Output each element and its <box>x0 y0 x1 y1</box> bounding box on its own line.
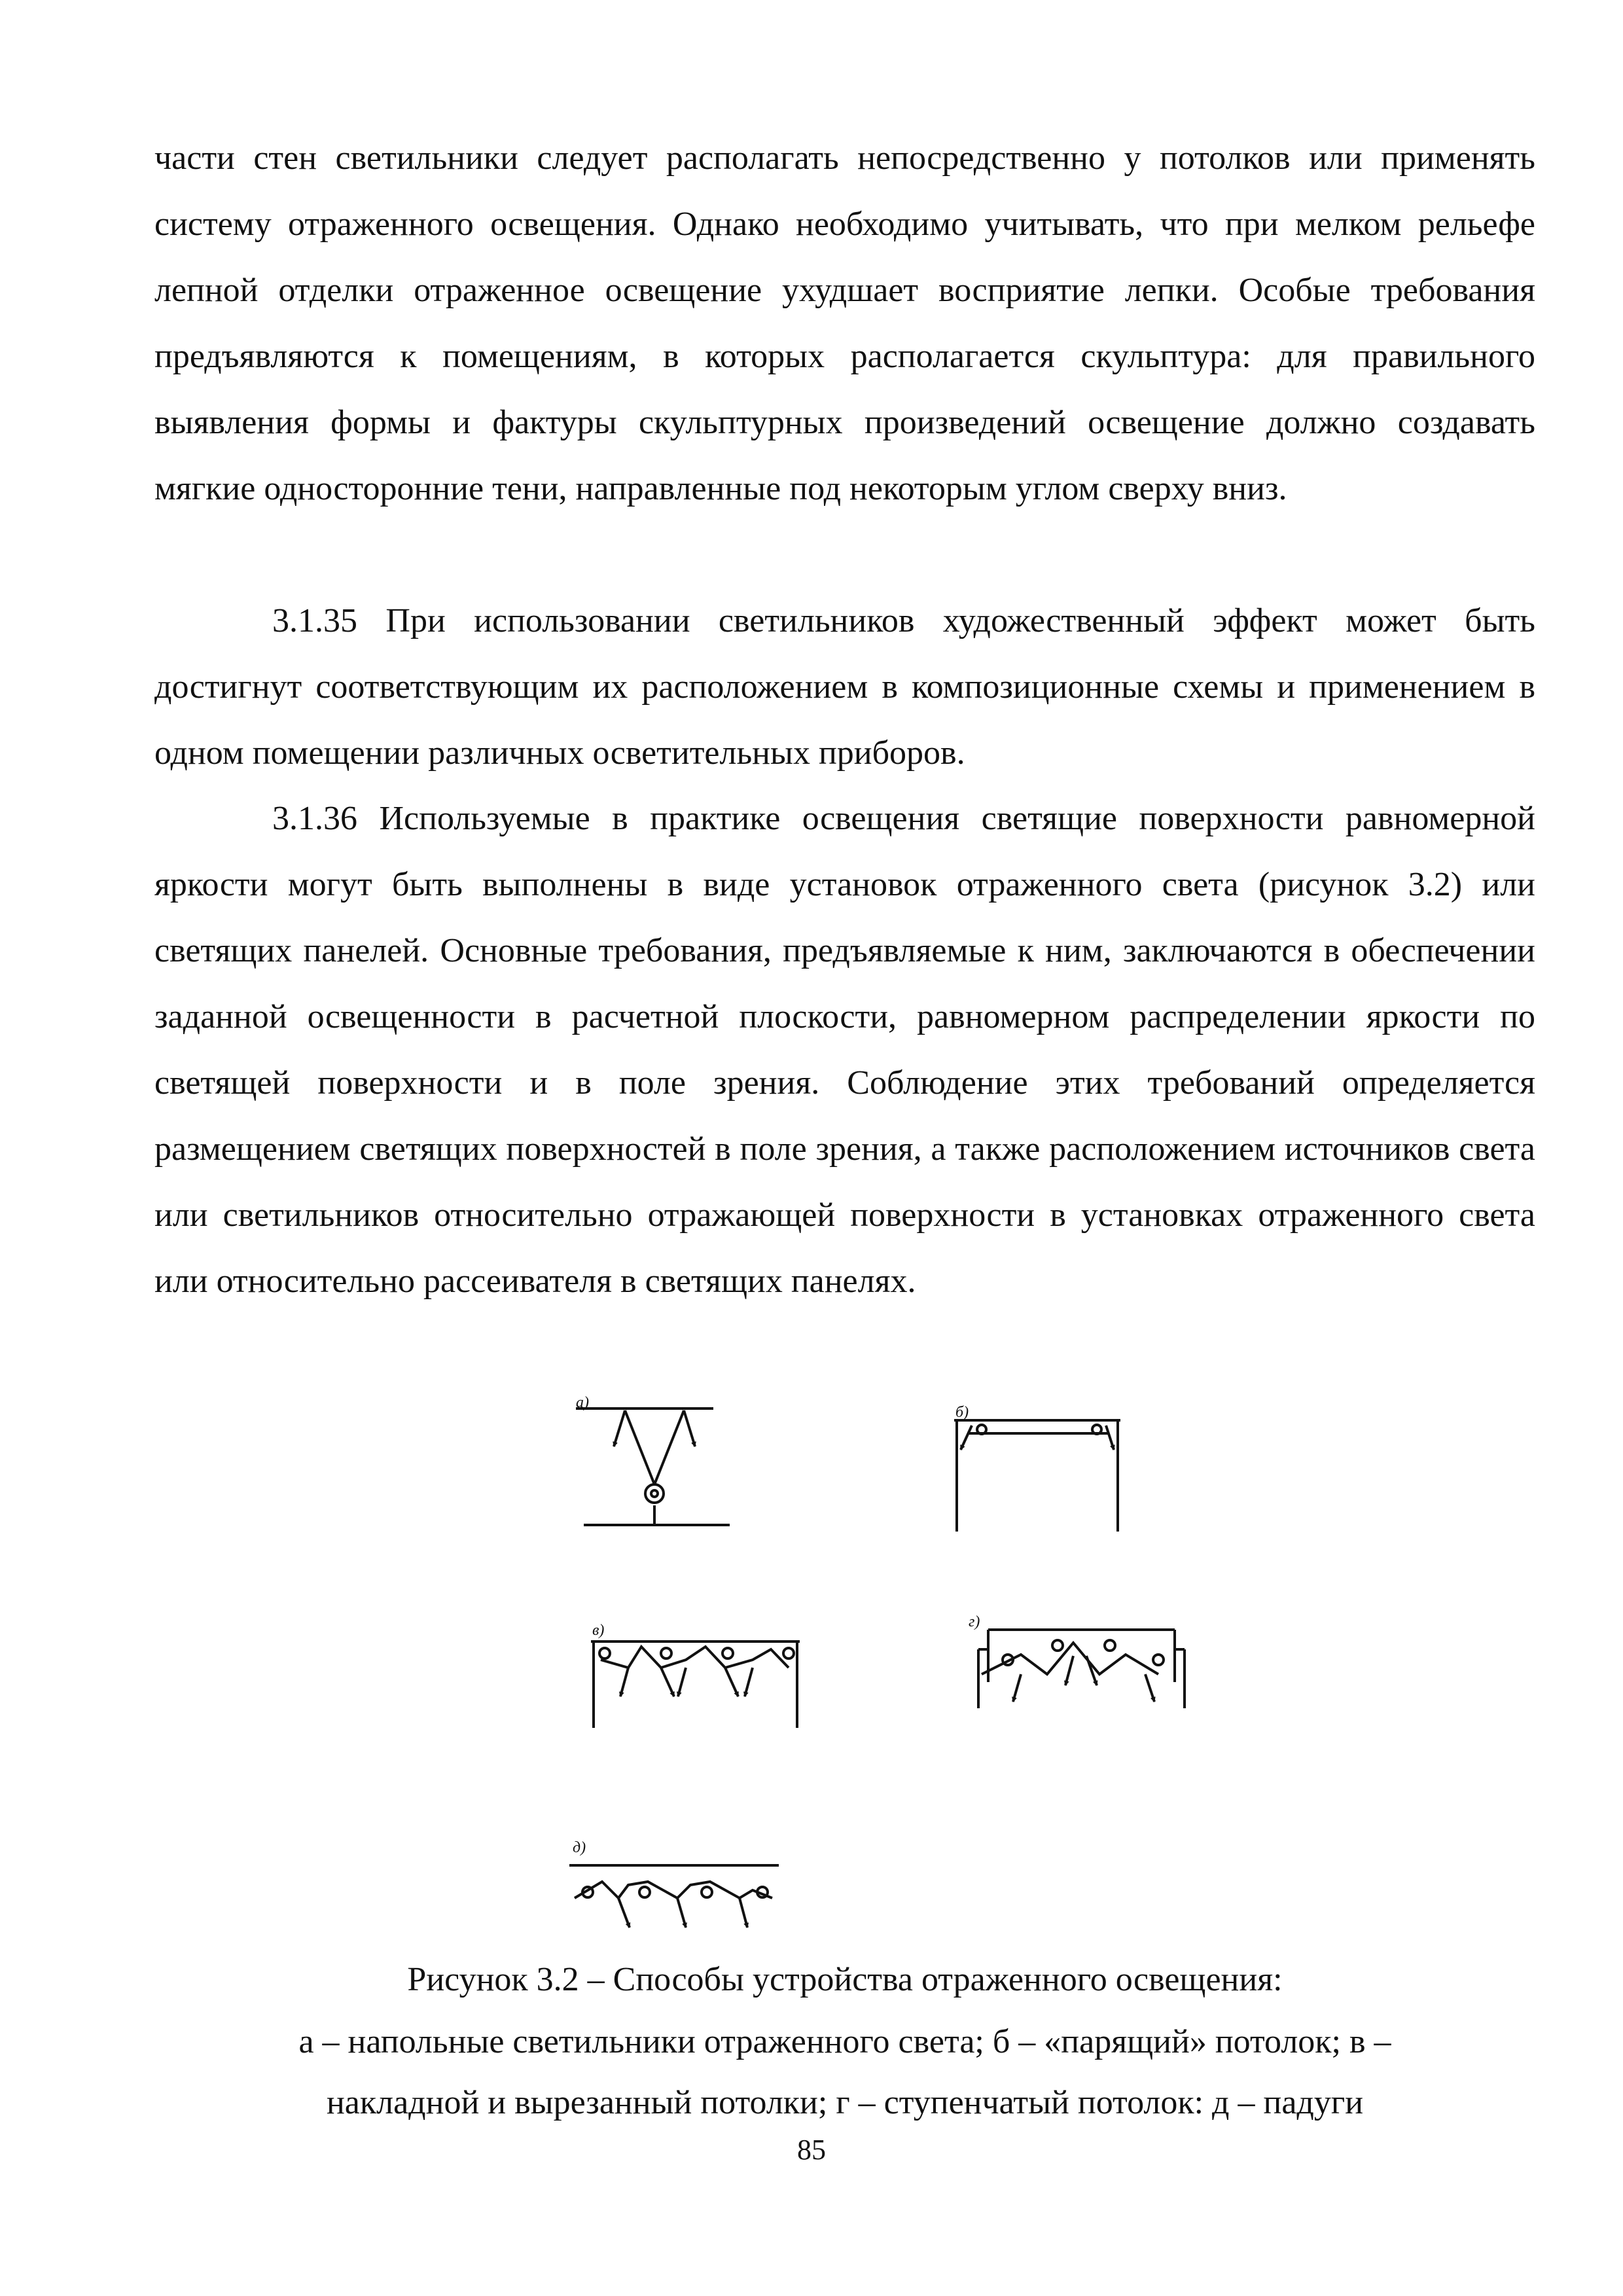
diagram-d-valances <box>569 1839 779 1928</box>
page-number: 85 <box>797 2134 826 2166</box>
diagram-label-b: б) <box>955 1404 969 1421</box>
paragraph-walls-lighting: части стен светильники следует располагать непосредственно у потолков или применять систему отраженного освещения. Однако необходимо учитывать, что при мелком рельефе лепной отделки отраженное освещение ухудшает восприятие лепки. Особые требования предъявляются к помещениям, в которых располагается скульптура: для правильного выявления формы и фактуры скульптурных произведений освещение должно создавать мягкие односторонние тени, направленные под некоторым углом сверху вниз. <box>154 139 1535 507</box>
figure-caption-legend-line-1: а – напольные светильники отраженного света; б – «парящий» потолок; в – <box>298 2023 1391 2060</box>
diagram-label-a: а) <box>576 1394 589 1411</box>
diagram-label-g: г) <box>969 1613 980 1630</box>
diagram-a-floor-luminaire <box>576 1394 730 1525</box>
paragraph-3-1-36: 3.1.36 Используемые в практике освещения светящие поверхности равномерной яркости могут быть выполнены в виде установок отраженного света (рисунок 3.2) или светящих панелей. Основные требования, предъявляемые к ним, заключаются в обеспечении заданной освещенности в расчетной плоскости, равномерном распределении яркости по светящей поверхности и в поле зрения. Соблюдение этих требований определяется размещением светящих поверхностей в поле зрения, а также расположением источников света или светильников относительно отражающей поверхности в установках отраженного света или относительно рассеивателя в светящих панелях. <box>154 800 1535 1300</box>
diagram-g-stepped-ceiling <box>969 1613 1185 1708</box>
diagram-v-surface-recessed-ceiling <box>591 1622 800 1728</box>
diagram-b-floating-ceiling <box>954 1404 1120 1532</box>
diagram-label-v: в) <box>592 1622 605 1639</box>
diagram-label-d: д) <box>573 1839 586 1856</box>
figure-caption-title: Рисунок 3.2 – Способы устройства отраженного освещения: <box>407 1961 1283 1998</box>
paragraph-3-1-35: 3.1.35 При использовании светильников художественный эффект может быть достигнут соответствующим их расположением в композиционные схемы и применением в одном помещении различных осветительных приборов. <box>154 602 1535 772</box>
figure-caption-legend-line-2: накладной и вырезанный потолки; г – ступенчатый потолок: д – падуги <box>326 2084 1364 2121</box>
